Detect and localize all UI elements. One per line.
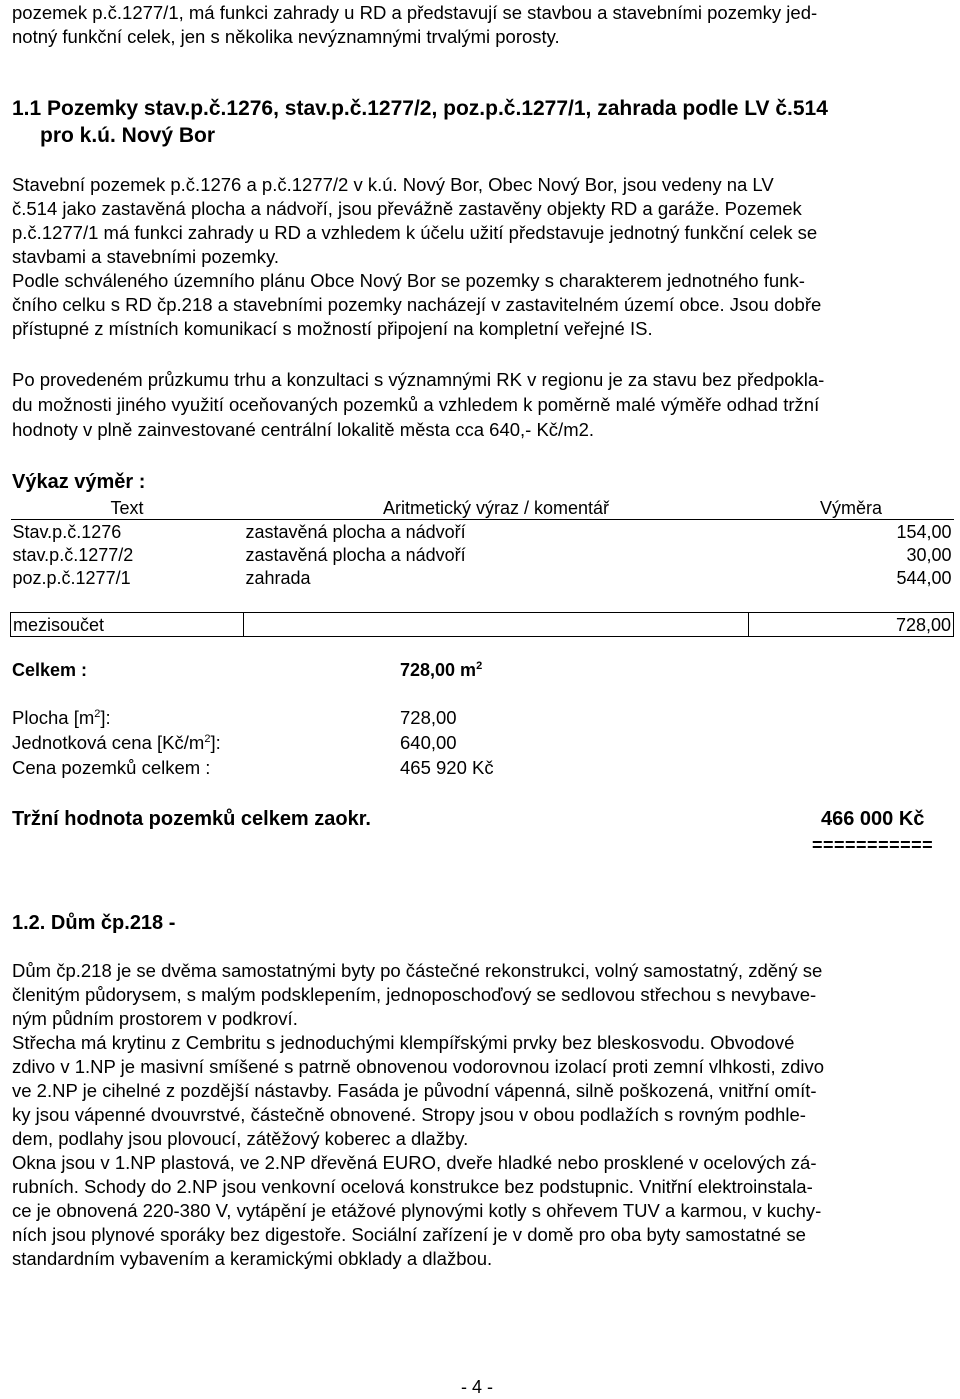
cell-area: 544,00 <box>896 567 952 588</box>
dum-line: Dům čp.218 je se dvěma samostatnými byty po částečné rekonstrukci, volný samostatný, zděný se <box>12 960 823 981</box>
plocha-label: Plocha $[m^2]$: <box>12 707 111 728</box>
dum-line: ních jsou plynové sporáky bez digestoře. Sociální zařízení je v domě pro oba byty samostatné se <box>12 1224 806 1245</box>
table-row <box>11 543 954 566</box>
cena-pozemku-label: Cena pozemků celkem : <box>12 757 211 778</box>
trzni-hodnota-label: Tržní hodnota pozemků celkem zaokr. <box>12 808 371 830</box>
subtotal-value: 728,00 <box>749 613 954 637</box>
trzni-hodnota-value: 466 000 Kč <box>821 808 925 830</box>
jednotkova-cena-label: Jednotková cena $[Kč/m^2]$: <box>12 732 221 753</box>
dum-line: rubních. Schody do 2.NP jsou venkovní ocelová konstrukce bez podstupnic. Vnitřní elektroinstala- <box>12 1176 813 1197</box>
cell-expression: zastavěná plocha a nádvoří <box>245 544 466 565</box>
cell-area: 154,00 <box>896 521 952 542</box>
celkem-label: Celkem : <box>12 660 88 680</box>
col-header-expression: Aritmetický výraz / komentář <box>244 496 749 520</box>
dum-line: standardním vybavením a keramickými obklady a dlažbou. <box>12 1248 493 1269</box>
cena-pozemku-value: 465 920 Kč <box>400 757 494 778</box>
cell-text: poz.p.č.1277/1 <box>12 567 131 588</box>
subtotal-label: mezisoučet <box>11 613 244 637</box>
section-1-1-heading-cont: pro k.ú. Nový Bor <box>40 124 216 147</box>
para1-line: č.514 jako zastavěná plocha a nádvoří, jsou převážně zastavěny objekty RD a garáže. Pozemek <box>12 198 802 219</box>
jednotkova-cena-value: 640,00 <box>400 732 457 753</box>
dum-line: ky jsou vápenné dvouvrstvé, částečně obnovené. Stropy jsou v obou podlažích s rovným podhle- <box>12 1104 806 1125</box>
cell-area: 30,00 <box>906 544 952 565</box>
section-1-2-heading: 1.2. Dům čp.218 - <box>12 912 176 934</box>
dum-line: ným půdním prostorem v podkroví. <box>12 1008 298 1029</box>
para1-line: p.č.1277/1 má funkci zahrady u RD a vzhledem k účelu užití představuje jednotný funkční celek se <box>12 222 818 243</box>
para1-line: stavbami a stavebními pozemky. <box>12 246 279 267</box>
table-row <box>11 566 954 589</box>
plocha-value: 728,00 <box>400 707 457 728</box>
trzni-hodnota-underline: =========== <box>812 835 934 855</box>
para1-line: Podle schváleného územního plánu Obce Nový Bor se pozemky s charakterem jednotného funk- <box>12 270 805 291</box>
para2-line: hodnoty v plně zainvestované centrální lokalitě města cca 640,- Kč/m2. <box>12 419 595 440</box>
dum-line: zdivo v 1.NP je masivní smíšené s patrně obnovenou vodorovnou izolací proti zemní vlhkosti, zdivo <box>12 1056 825 1077</box>
col-header-area: Výměra <box>749 496 954 520</box>
table-spacer-row <box>11 589 954 613</box>
cell-text: Stav.p.č.1276 <box>12 521 122 542</box>
vykaz-table <box>10 496 954 637</box>
subtotal-expression <box>244 613 749 637</box>
col-header-text: Text <box>11 496 244 520</box>
dum-line: Střecha má krytinu z Cembritu s jednoduchými klempířskými prvky bez bleskosvodu. Obvodové <box>12 1032 795 1053</box>
dum-line: členitým půdorysem, s malým podsklepením, jednoposchoďový se sedlovou střechou s nevybave- <box>12 984 817 1005</box>
subtotal-row <box>11 613 954 637</box>
para1-line: Stavební pozemek p.č.1276 a p.č.1277/2 v k.ú. Nový Bor, Obec Nový Bor, jsou vedeny na LV <box>12 174 774 195</box>
page-number: - 4 - <box>461 1377 494 1397</box>
dum-line: dem, podlahy jsou plovoucí, zátěžový koberec a dlažby. <box>12 1128 469 1149</box>
intro-line-1: pozemek p.č.1277/1, má funkci zahrady u RD a představují se stavbou a stavebními pozemky jed- <box>12 2 818 23</box>
dum-line: ve 2.NP je cihelné z pozdější nástavby. Fasáda je původní vápenná, silně poškozená, vnitřní omít- <box>12 1080 817 1101</box>
celkem-value: 728,00 $m^2$ <box>400 660 483 680</box>
para2-line: du možnosti jiného využití oceňovaných pozemků a vzhledem k poměrně malé výměře odhad tržní <box>12 394 820 415</box>
section-1-1-heading: 1.1 Pozemky stav.p.č.1276, stav.p.č.1277/2, poz.p.č.1277/1, zahrada podle LV č.514 <box>12 97 828 120</box>
cell-text: stav.p.č.1277/2 <box>12 544 134 565</box>
para1-line: přístupné z místních komunikací s možností připojení na kompletní veřejné IS. <box>12 318 653 339</box>
cell-expression: zastavěná plocha a nádvoří <box>245 521 466 542</box>
dum-line: Okna jsou v 1.NP plastová, ve 2.NP dřevěná EURO, dveře hladké nebo prosklené v ocelových zá- <box>12 1152 817 1173</box>
para1-line: čního celku s RD čp.218 a stavebními pozemky nacházejí v zastavitelném území obce. Jsou dobře <box>12 294 822 315</box>
para2-line: Po provedeném průzkumu trhu a konzultaci s významnými RK v regionu je za stavu bez předpokla- <box>12 369 825 390</box>
table-header-row <box>11 496 954 520</box>
dum-line: ce je obnovená 220-380 V, vytápění je etážové plynovými kotly s ohřevem TUV a karmou, v kuchy- <box>12 1200 822 1221</box>
vykaz-title: Výkaz výměr : <box>12 471 146 493</box>
cell-expression: zahrada <box>245 567 311 588</box>
intro-line-2: notný funkční celek, jen s několika nevýznamnými trvalými porosty. <box>12 26 560 47</box>
table-row <box>11 520 954 544</box>
